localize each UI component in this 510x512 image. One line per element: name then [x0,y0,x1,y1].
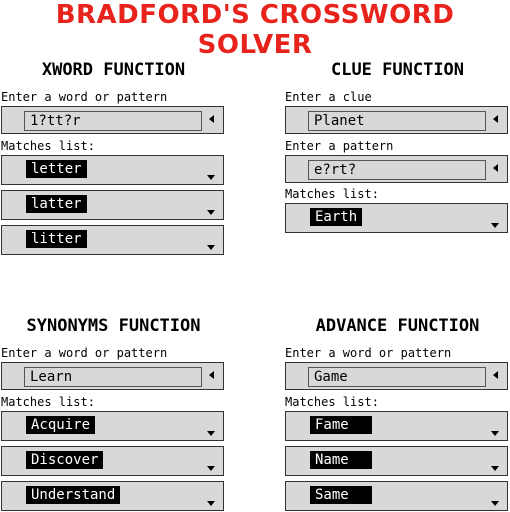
clue-pattern-field[interactable]: e?rt? [308,160,486,180]
triangle-down-icon[interactable] [491,466,499,471]
synonyms-match-2: Discover [26,451,103,469]
clue-title: CLUE FUNCTION [330,60,465,80]
synonyms-match-1: Acquire [26,416,95,434]
synonyms-match-dropdown-2[interactable] [1,446,224,476]
triangle-down-icon[interactable] [491,501,499,506]
synonyms-input-label: Enter a word or pattern [1,346,168,360]
synonyms-match-3: Understand [26,486,120,504]
advance-input-label: Enter a word or pattern [285,346,452,360]
xword-title: XWORD FUNCTION [41,60,186,80]
triangle-down-icon[interactable] [207,431,215,436]
synonyms-input-field[interactable]: Learn [24,367,202,387]
advance-panel [285,0,510,512]
advance-match-3: Same [310,486,372,504]
clue-matches-label: Matches list: [285,187,379,201]
clue-pattern-label: Enter a pattern [285,139,394,153]
xword-input-field[interactable]: 1?tt?r [24,111,202,131]
advance-input-field[interactable]: Game [308,367,486,387]
triangle-down-icon[interactable] [207,466,215,471]
triangle-down-icon[interactable] [207,501,215,506]
advance-match-2: Name [310,451,372,469]
xword-input-label: Enter a word or pattern [1,90,168,104]
advance-match-dropdown-3[interactable] [285,481,508,511]
advance-match-dropdown-2[interactable] [285,446,508,476]
synonyms-match-dropdown-1[interactable] [1,411,224,441]
advance-match-dropdown-1[interactable] [285,411,508,441]
triangle-left-icon[interactable] [209,371,214,379]
app-title: BRADFORD'S CROSSWORD SOLVER [55,0,455,60]
synonyms-matches-label: Matches list: [1,395,95,409]
synonyms-panel [1,0,226,512]
synonyms-title: SYNONYMS FUNCTION [26,316,201,336]
synonyms-input-box [1,362,224,390]
clue-match-1: Earth [310,208,362,226]
advance-match-1: Fame [310,416,372,434]
clue-input-label: Enter a clue [285,90,372,104]
synonyms-match-dropdown-3[interactable] [1,481,224,511]
advance-title: ADVANCE FUNCTION [315,316,480,336]
triangle-down-icon[interactable] [491,431,499,436]
triangle-left-icon[interactable] [493,371,498,379]
xword-match-3: litter [26,230,87,248]
advance-input-box [285,362,508,390]
xword-match-2: latter [26,195,87,213]
advance-matches-label: Matches list: [285,395,379,409]
xword-match-1: letter [26,160,87,178]
xword-matches-label: Matches list: [1,139,95,153]
clue-input-field[interactable]: Planet [308,111,486,131]
